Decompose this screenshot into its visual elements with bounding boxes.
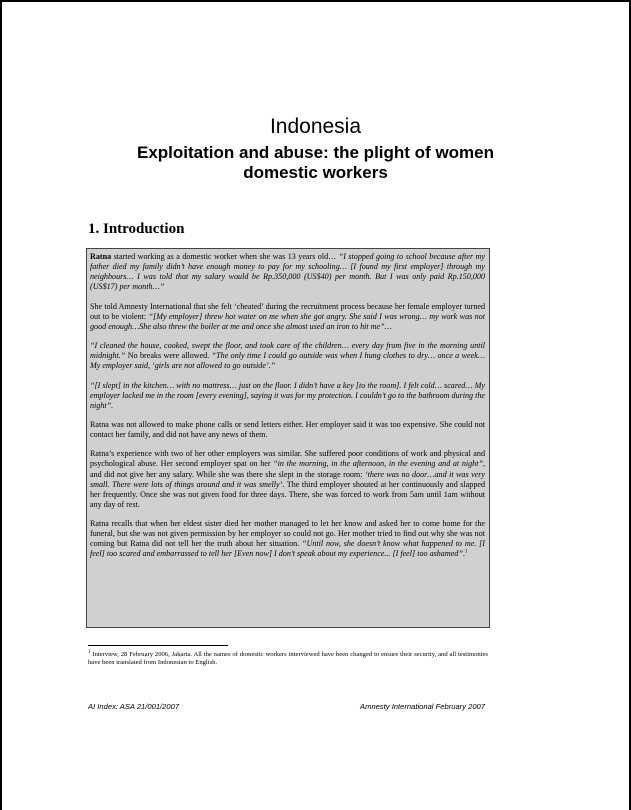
paragraph-text: Ratna was not allowed to make phone calls or send letters either. Her employer said it was too expensive. She could not contact her family, and did not have any news of them. [90, 419, 485, 440]
paragraph-1 [90, 252, 485, 292]
subtitle-line-2: domestic workers [243, 163, 388, 182]
paragraph-3 [90, 341, 485, 371]
testimony-quote: “The only time I could go outside was when I hung clothes to dry… once a week… My employer said, ‘girls are not allowed to go outside’.” [90, 351, 485, 371]
paragraph-text: started working as a domestic worker when she was 13 years old… [111, 252, 339, 261]
testimony-quote: “Until now, she doesn’t know what happened to me. [I feel] too scared and embarrassed to tell her [Even now] I don’t speak about my experience... [I feel] too ashamed” [90, 539, 485, 559]
footnote-divider [88, 645, 228, 646]
testimony-box [86, 248, 490, 628]
subtitle-line-1: Exploitation and abuse: the plight of women [137, 143, 494, 162]
footnote-marker: 1 [88, 649, 91, 655]
paragraph-6 [90, 449, 485, 510]
paragraph-text: No breaks were allowed. [125, 351, 212, 361]
testimony-quote: “[I slept] in the kitchen… with no mattress… just on the floor. I didn’t have a key [to the room]. I felt cold… scared… My employer locked me in the room [every evening], saying it was for my protection. I couldn’t go to the bathroom during the night”. [90, 380, 485, 410]
testimony-quote: “I cleaned the house, cooked, swept the floor, and took care of the children… every day from five in the morning until midnight.” [90, 341, 485, 361]
paragraph-text: Ratna recalls that when her eldest sister died her mother managed to let her know and asked her to come home for the funeral, but she was not given permission by her employer so could not go. Her mother tried to find out why she was not coming but Ratna did not tell her the truth about her situation. [90, 519, 485, 549]
footnote [88, 651, 488, 668]
footnote-reference[interactable]: 1 [464, 549, 468, 555]
paragraph-5 [90, 420, 485, 440]
footer-publisher-date: Amnesty International February 2007 [360, 702, 485, 711]
testimony-quote: “I stopped going to school because after my father died my family didn’t have enough money to pay for my schooling… [I found my first employer] through my neighbours… I was told that my salary would be Rp.350,000 (US$40) per month. But I was only paid Rp.150,000 (US$17) per month…” [90, 252, 485, 292]
footer-ai-index: AI Index: ASA 21/001/2007 [88, 702, 180, 711]
person-name: Ratna [90, 252, 112, 261]
document-title: Indonesia [269, 115, 362, 138]
paragraph-4 [90, 381, 485, 411]
footnote-text: Interview, 28 February 2006, Jakarta. All the names of domestic workers interviewed have been changed to ensure their security, and all testimonies have been translated from Indonesian to English. [88, 651, 488, 667]
testimony-quote: “in the morning, in the afternoon, in the evening and at night” [273, 459, 483, 469]
paragraph-text: Ratna’s experience with two of her other employers was similar. She suffered poor conditions of work and physical and psychological abuse. Her second employer spat on her [90, 449, 485, 469]
document-subtitle [0, 143, 631, 183]
paragraph-2 [90, 302, 485, 332]
paragraph-text: She told Amnesty International that she felt ‘cheated’ during the recruitment process because her female employer turned out to be violent: [90, 301, 485, 321]
testimony-quote: ‘there was no door…and it was very small. There were lots of things around and it was smelly’ [90, 469, 485, 489]
paragraph-text: . The third employer shouted at her continuously and slapped her frequently. Once she was not given food for three days. There, she was forced to work from 5am until 1am without any day of rest. [90, 479, 485, 509]
paragraph-7 [90, 519, 485, 559]
paragraph-end: . [462, 549, 465, 559]
paragraph-text: , and did not give her any salary. While she was there she slept in the storage room: [90, 459, 485, 479]
section-heading: 1. Introduction [88, 221, 185, 237]
testimony-quote: “[My employer] threw hot water on me when she got angry. She said I was wrong… my work was not good enough…She also threw the boiler at me and once she almost used an iron to hit me”… [90, 311, 485, 331]
